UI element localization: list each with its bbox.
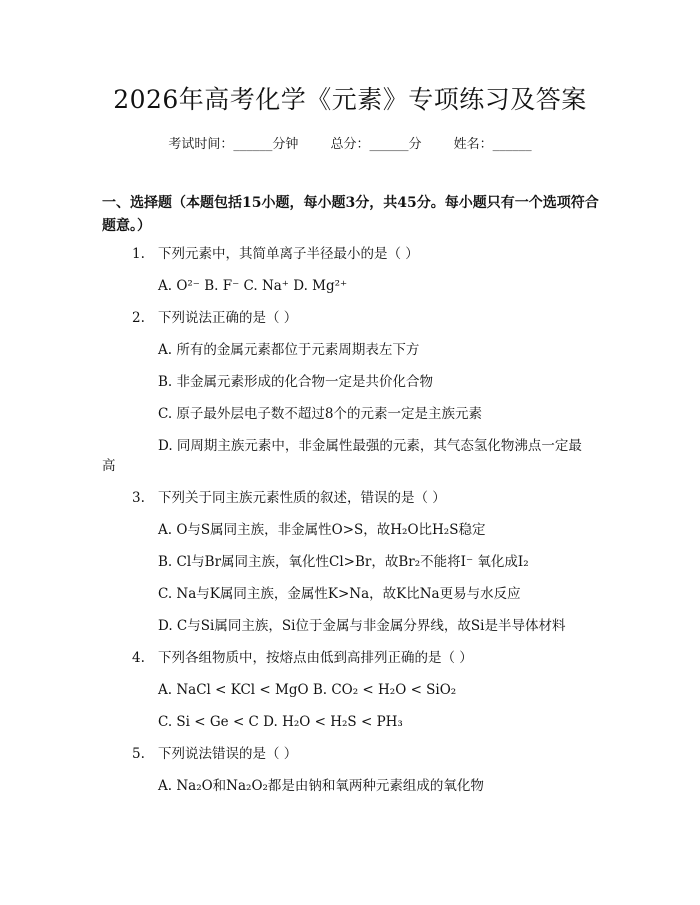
question-text: 下列说法正确的是（ ）	[158, 310, 298, 326]
question-text: 下列元素中，其简单离子半径最小的是（ ）	[158, 246, 419, 262]
question-number: 5.	[132, 746, 145, 762]
question-number: 4.	[132, 650, 145, 666]
question-1	[132, 245, 419, 263]
question-2-option-c: C. 原子最外层电子数不超过8个的元素一定是主族元素	[158, 406, 483, 422]
exam-time-field: 考试时间：______分钟	[168, 137, 299, 152]
question-3-option-a: A. O与S属同主族，非金属性O>S，故H₂O比H₂S稳定	[158, 522, 486, 538]
question-3-option-b: B. Cl与Br属同主族，氧化性Cl>Br，故Br₂不能将I⁻ 氧化成I₂	[158, 554, 529, 570]
question-text: 下列关于同主族元素性质的叙述，错误的是（ ）	[158, 490, 446, 506]
question-5-option-a: A. Na₂O和Na₂O₂都是由钠和氧两种元素组成的氧化物	[158, 778, 484, 794]
question-3-option-d: D. C与Si属同主族，Si位于金属与非金属分界线，故Si是半导体材料	[158, 618, 566, 634]
question-number: 1.	[132, 246, 145, 262]
total-score-field: 总分：______分	[330, 137, 422, 152]
question-2-option-a: A. 所有的金属元素都位于元素周期表左下方	[158, 342, 420, 358]
question-4-options-cd: C. Si < Ge < C D. H₂O < H₂S < PH₃	[158, 714, 403, 730]
question-text: 下列各组物质中，按熔点由低到高排列正确的是（ ）	[158, 650, 473, 666]
question-number: 2.	[132, 310, 145, 326]
question-2	[132, 309, 297, 327]
question-2-option-d-continuation: 高	[102, 458, 116, 474]
page-title: 2026年高考化学《元素》专项练习及答案	[113, 85, 587, 114]
question-4-options-ab: A. NaCl < KCl < MgO B. CO₂ < H₂O < SiO₂	[158, 682, 457, 698]
question-1-options: A. O²⁻ B. F⁻ C. Na⁺ D. Mg²⁺	[158, 278, 348, 294]
question-2-option-b: B. 非金属元素形成的化合物一定是共价化合物	[158, 374, 434, 390]
question-4	[132, 649, 473, 667]
question-5	[132, 745, 297, 763]
student-name-field: 姓名：______	[453, 137, 532, 152]
question-3-option-c: C. Na与K属同主族，金属性K>Na，故K比Na更易与水反应	[158, 586, 521, 602]
question-number: 3.	[132, 490, 145, 506]
section-heading: 一、选择题（本题包括15小题，每小题3分，共45分。每小题只有一个选项符合题意。）	[102, 195, 599, 234]
question-2-option-d: D. 同周期主族元素中，非金属性最强的元素，其气态氢化物沸点一定最	[158, 438, 582, 454]
question-3	[132, 489, 446, 507]
exam-info-line	[0, 133, 700, 152]
question-text: 下列说法错误的是（ ）	[158, 746, 298, 762]
